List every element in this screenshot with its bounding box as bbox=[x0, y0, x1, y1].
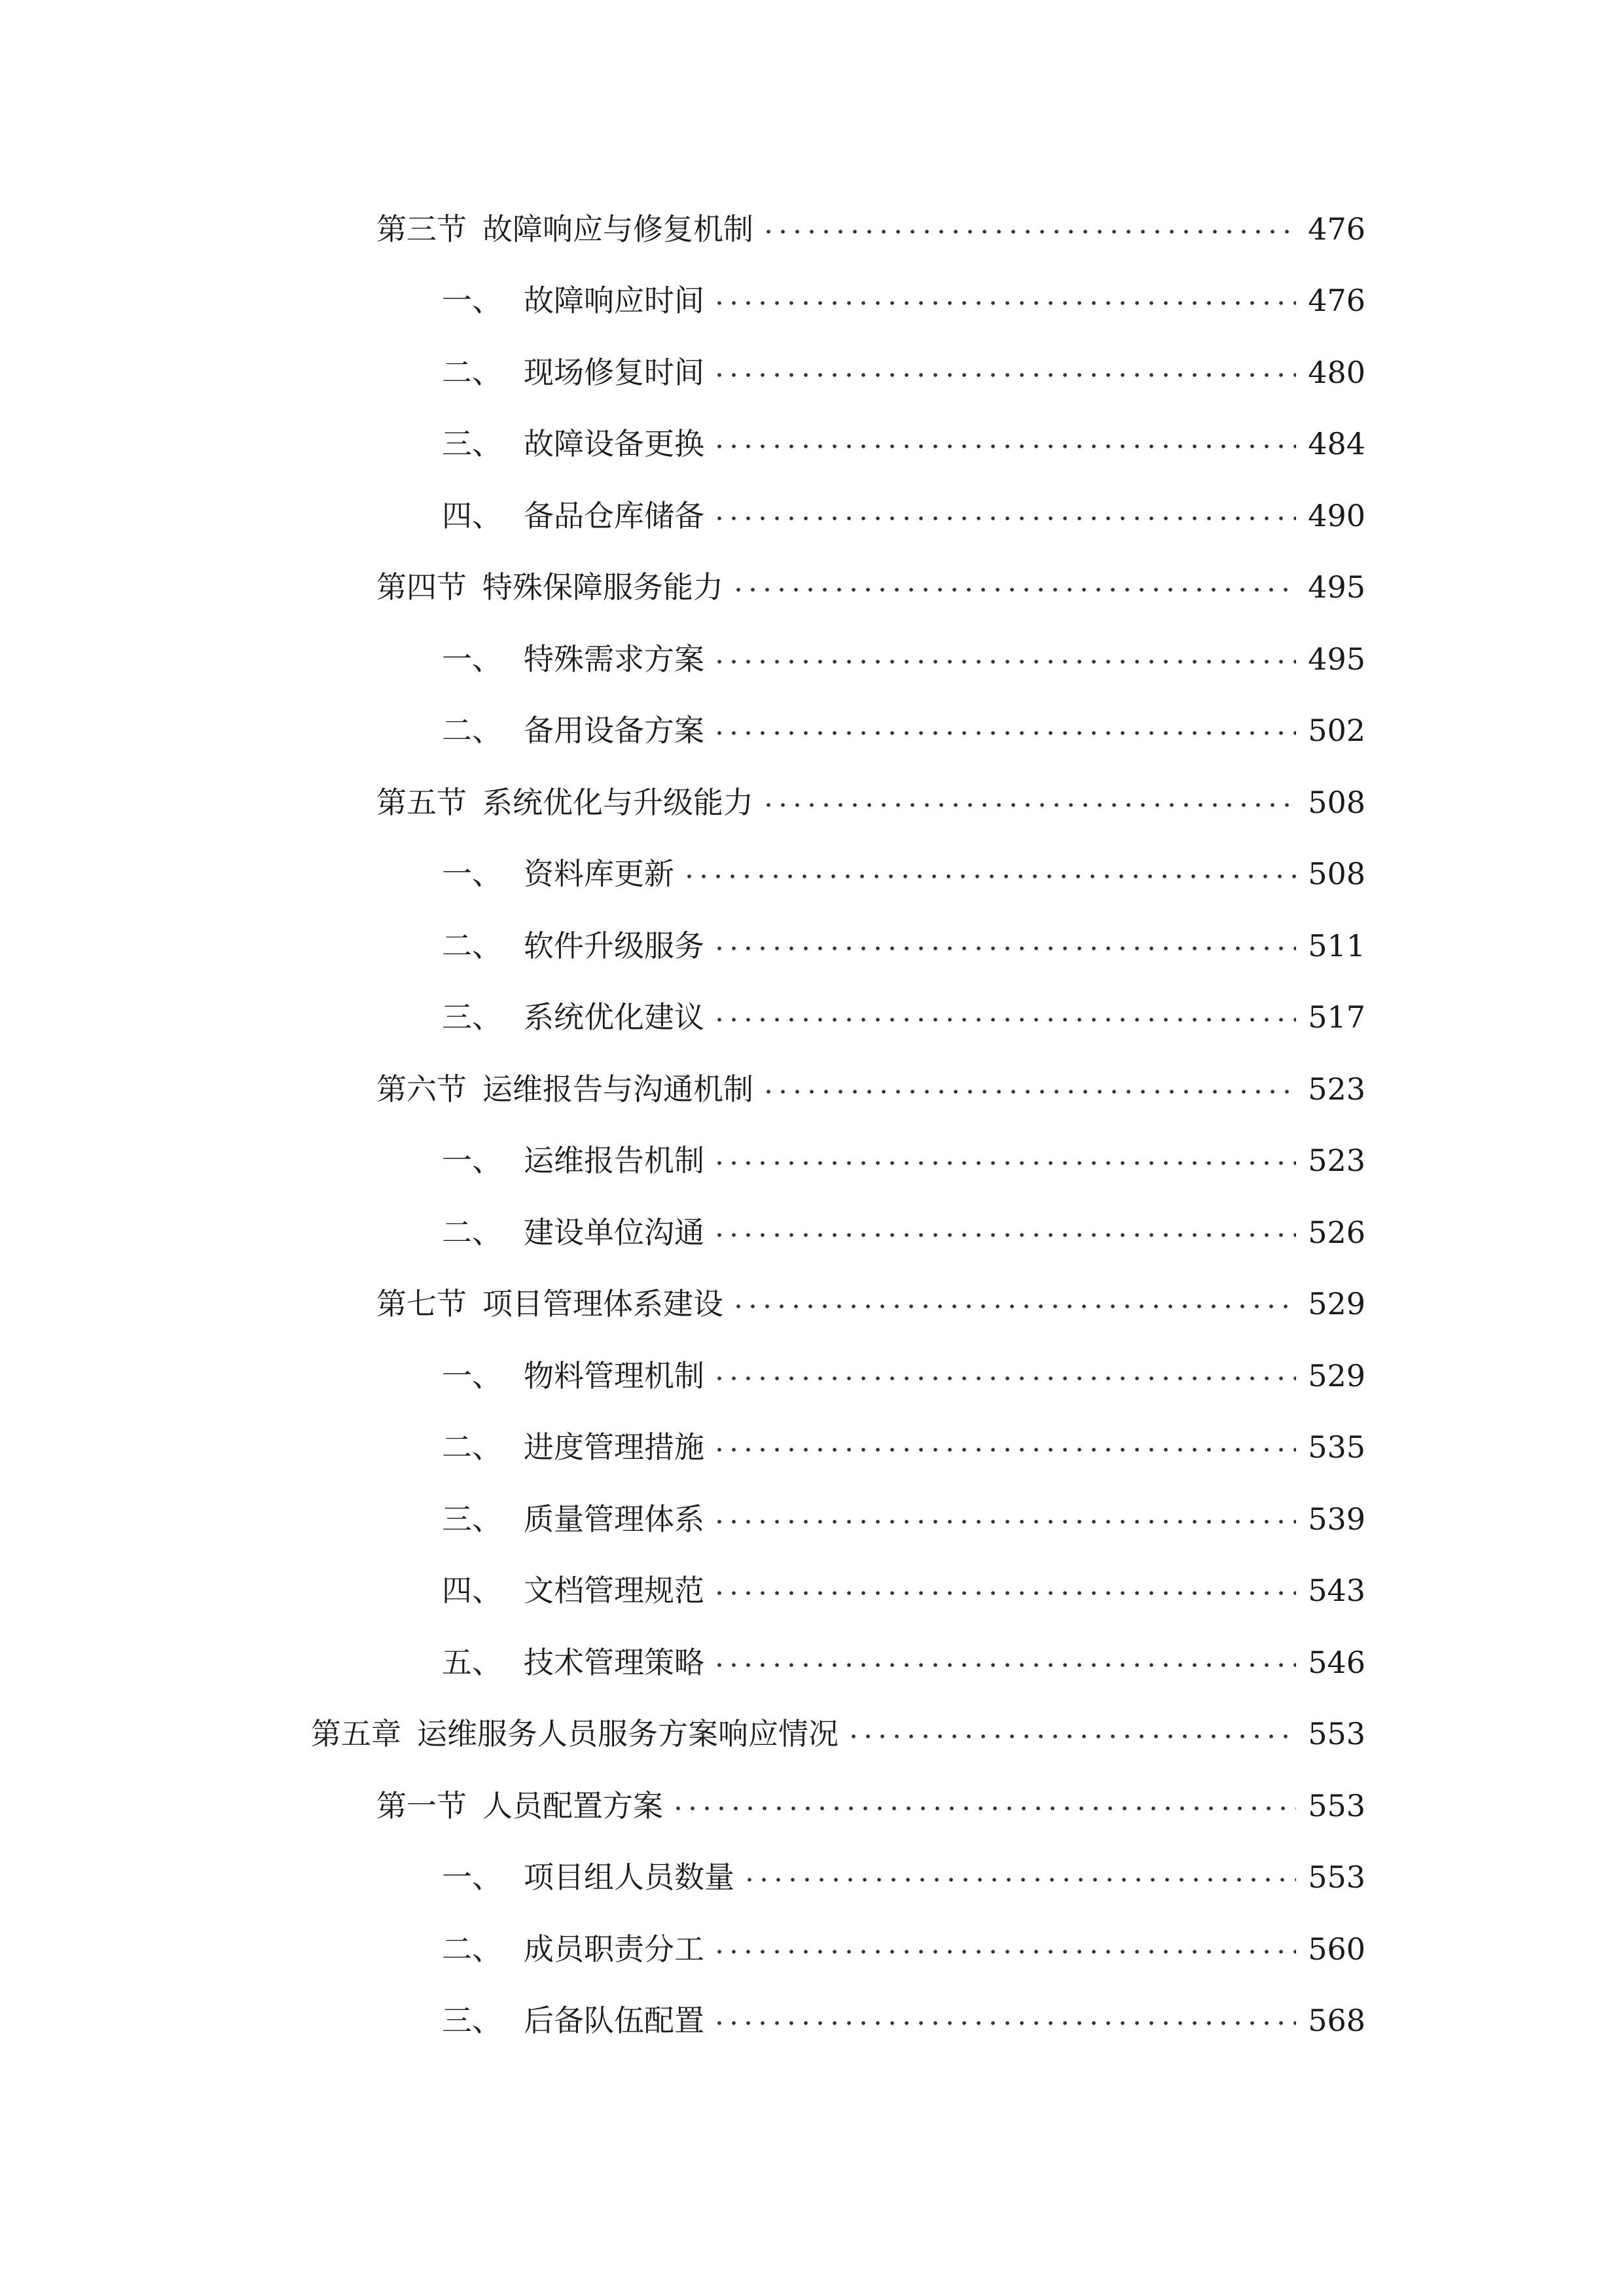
toc-entry-title: 特殊保障服务能力 bbox=[482, 569, 723, 605]
toc-entry-page-number: 490 bbox=[1308, 497, 1365, 533]
toc-entry-item[interactable] bbox=[0, 1125, 1624, 1197]
toc-entry-line bbox=[311, 1716, 1365, 1752]
toc-entry-page-number: 529 bbox=[1308, 1357, 1365, 1393]
toc-entry-page-number: 508 bbox=[1308, 784, 1365, 820]
toc-entry-number: 第四节 bbox=[376, 569, 467, 605]
toc-entry-item[interactable] bbox=[0, 1626, 1624, 1698]
toc-entry-item[interactable] bbox=[0, 408, 1624, 480]
toc-entry-page-number: 553 bbox=[1308, 1787, 1365, 1823]
toc-entry-section[interactable] bbox=[0, 1053, 1624, 1125]
dot-leader bbox=[712, 2020, 1296, 2026]
toc-entry-line bbox=[442, 713, 1365, 749]
toc-entry-number: 二、 bbox=[442, 1214, 502, 1250]
dot-leader bbox=[712, 1519, 1296, 1524]
toc-entry-number: 一、 bbox=[442, 1357, 502, 1393]
dot-leader bbox=[742, 1877, 1296, 1882]
toc-entry-title: 备用设备方案 bbox=[524, 713, 704, 749]
toc-entry-page-number: 480 bbox=[1308, 354, 1365, 390]
toc-entry-line bbox=[442, 1429, 1365, 1465]
toc-entry-title: 文档管理规范 bbox=[524, 1573, 704, 1609]
toc-entry-title: 备品仓库储备 bbox=[524, 497, 704, 533]
toc-entry-page-number: 568 bbox=[1308, 2003, 1365, 2039]
toc-entry-title: 系统优化建议 bbox=[524, 999, 704, 1035]
toc-entry-number: 二、 bbox=[442, 1429, 502, 1465]
toc-entry-title: 故障设备更换 bbox=[524, 426, 704, 462]
toc-entry-number: 第一节 bbox=[376, 1787, 467, 1823]
toc-entry-item[interactable] bbox=[0, 695, 1624, 767]
dot-leader bbox=[712, 1376, 1296, 1381]
toc-entry-title: 特殊需求方案 bbox=[524, 641, 704, 677]
toc-entry-line bbox=[442, 1931, 1365, 1967]
dot-leader bbox=[761, 1089, 1296, 1094]
toc-entry-page-number: 495 bbox=[1308, 641, 1365, 677]
toc-entry-line bbox=[442, 497, 1365, 533]
toc-entry-title: 系统优化与升级能力 bbox=[482, 784, 753, 820]
toc-entry-item[interactable] bbox=[0, 623, 1624, 695]
dot-leader bbox=[712, 1447, 1296, 1452]
toc-entry-line bbox=[442, 1573, 1365, 1609]
toc-entry-number: 第七节 bbox=[376, 1286, 467, 1322]
toc-entry-page-number: 546 bbox=[1308, 1644, 1365, 1680]
toc-entry-line bbox=[442, 641, 1365, 677]
toc-entry-number: 三、 bbox=[442, 2003, 502, 2039]
toc-entry-number: 第五节 bbox=[376, 784, 467, 820]
toc-entry-title: 物料管理机制 bbox=[524, 1357, 704, 1393]
toc-entry-item[interactable] bbox=[0, 1196, 1624, 1268]
toc-entry-line bbox=[442, 1357, 1365, 1393]
toc-entry-page-number: 560 bbox=[1308, 1931, 1365, 1967]
toc-entry-title: 软件升级服务 bbox=[524, 927, 704, 963]
toc-entry-page-number: 476 bbox=[1308, 283, 1365, 319]
toc-entry-title: 运维服务人员服务方案响应情况 bbox=[417, 1716, 839, 1752]
toc-entry-page-number: 523 bbox=[1308, 1143, 1365, 1179]
toc-entry-title: 建设单位沟通 bbox=[524, 1214, 704, 1250]
toc-entry-title: 项目管理体系建设 bbox=[482, 1286, 723, 1322]
toc-entry-page-number: 526 bbox=[1308, 1214, 1365, 1250]
toc-entry-number: 二、 bbox=[442, 1931, 502, 1967]
toc-entry-line bbox=[376, 1787, 1365, 1823]
toc-entry-section[interactable] bbox=[0, 193, 1624, 265]
toc-entry-line bbox=[376, 1286, 1365, 1322]
dot-leader bbox=[712, 659, 1296, 664]
toc-entry-number: 一、 bbox=[442, 641, 502, 677]
dot-leader bbox=[731, 587, 1296, 592]
toc-entry-section[interactable] bbox=[0, 766, 1624, 838]
toc-entry-section[interactable] bbox=[0, 1770, 1624, 1842]
toc-entry-title: 资料库更新 bbox=[524, 856, 674, 892]
toc-entry-page-number: 553 bbox=[1308, 1859, 1365, 1895]
toc-entry-page-number: 495 bbox=[1308, 569, 1365, 605]
toc-entry-number: 一、 bbox=[442, 1143, 502, 1179]
toc-entry-number: 第三节 bbox=[376, 211, 467, 247]
toc-entry-number: 五、 bbox=[442, 1644, 502, 1680]
dot-leader bbox=[682, 874, 1296, 879]
toc-entry-item[interactable] bbox=[0, 336, 1624, 408]
dot-leader bbox=[712, 516, 1296, 521]
toc-entry-item[interactable] bbox=[0, 982, 1624, 1054]
toc-entry-line bbox=[442, 1644, 1365, 1680]
toc-entry-number: 第五章 bbox=[311, 1716, 401, 1752]
toc-entry-line bbox=[442, 927, 1365, 963]
toc-entry-number: 四、 bbox=[442, 1573, 502, 1609]
toc-entry-title: 项目组人员数量 bbox=[524, 1859, 734, 1895]
toc-entry-number: 第六节 bbox=[376, 1071, 467, 1107]
toc-entry-number: 四、 bbox=[442, 497, 502, 533]
toc-entry-line bbox=[376, 1071, 1365, 1107]
dot-leader bbox=[731, 1304, 1296, 1309]
toc-entry-number: 二、 bbox=[442, 354, 502, 390]
toc-entry-title: 运维报告与沟通机制 bbox=[482, 1071, 753, 1107]
toc-entry-item[interactable] bbox=[0, 1555, 1624, 1627]
toc-entry-line bbox=[376, 784, 1365, 820]
dot-leader bbox=[846, 1734, 1296, 1739]
toc-entry-item[interactable] bbox=[0, 1913, 1624, 1985]
toc-entry-page-number: 529 bbox=[1308, 1286, 1365, 1322]
toc-entry-page-number: 484 bbox=[1308, 426, 1365, 462]
toc-entry-item[interactable] bbox=[0, 1483, 1624, 1555]
dot-leader bbox=[761, 802, 1296, 808]
toc-entry-page-number: 511 bbox=[1308, 927, 1365, 963]
dot-leader bbox=[671, 1806, 1296, 1811]
table-of-contents bbox=[0, 193, 1624, 2056]
toc-entry-title: 技术管理策略 bbox=[524, 1644, 704, 1680]
toc-entry-line bbox=[376, 569, 1365, 605]
toc-entry-title: 现场修复时间 bbox=[524, 354, 704, 390]
toc-entry-title: 故障响应与修复机制 bbox=[482, 211, 753, 247]
toc-entry-number: 二、 bbox=[442, 927, 502, 963]
toc-entry-line bbox=[442, 283, 1365, 319]
dot-leader bbox=[712, 300, 1296, 306]
dot-leader bbox=[712, 1232, 1296, 1238]
toc-entry-line bbox=[442, 1143, 1365, 1179]
toc-entry-number: 三、 bbox=[442, 426, 502, 462]
toc-entry-number: 一、 bbox=[442, 283, 502, 319]
dot-leader bbox=[712, 1662, 1296, 1668]
toc-entry-number: 一、 bbox=[442, 1859, 502, 1895]
toc-entry-item[interactable] bbox=[0, 910, 1624, 982]
toc-entry-page-number: 508 bbox=[1308, 856, 1365, 892]
toc-entry-line bbox=[442, 999, 1365, 1035]
dot-leader bbox=[712, 444, 1296, 449]
toc-entry-section[interactable] bbox=[0, 1268, 1624, 1340]
toc-entry-chapter[interactable] bbox=[0, 1698, 1624, 1770]
toc-entry-line bbox=[442, 1501, 1365, 1537]
toc-entry-page-number: 535 bbox=[1308, 1429, 1365, 1465]
toc-entry-title: 质量管理体系 bbox=[524, 1501, 704, 1537]
toc-entry-title: 故障响应时间 bbox=[524, 283, 704, 319]
toc-entry-line bbox=[376, 211, 1365, 247]
dot-leader bbox=[712, 946, 1296, 951]
toc-entry-title: 成员职责分工 bbox=[524, 1931, 704, 1967]
toc-entry-item[interactable] bbox=[0, 1340, 1624, 1412]
toc-entry-page-number: 543 bbox=[1308, 1573, 1365, 1609]
toc-entry-item[interactable] bbox=[0, 1412, 1624, 1484]
dot-leader bbox=[712, 372, 1296, 378]
toc-entry-line bbox=[442, 354, 1365, 390]
toc-entry-number: 三、 bbox=[442, 999, 502, 1035]
toc-entry-line bbox=[442, 2003, 1365, 2039]
toc-entry-item[interactable] bbox=[0, 1842, 1624, 1914]
toc-entry-title: 人员配置方案 bbox=[482, 1787, 663, 1823]
toc-entry-number: 三、 bbox=[442, 1501, 502, 1537]
toc-entry-line bbox=[442, 426, 1365, 462]
toc-entry-title: 进度管理措施 bbox=[524, 1429, 704, 1465]
toc-entry-item[interactable] bbox=[0, 265, 1624, 337]
toc-entry-number: 二、 bbox=[442, 713, 502, 749]
toc-entry-line bbox=[442, 856, 1365, 892]
dot-leader bbox=[712, 1590, 1296, 1596]
toc-entry-page-number: 523 bbox=[1308, 1071, 1365, 1107]
toc-entry-number: 一、 bbox=[442, 856, 502, 892]
dot-leader bbox=[761, 229, 1296, 234]
toc-entry-section[interactable] bbox=[0, 552, 1624, 624]
toc-entry-page-number: 476 bbox=[1308, 211, 1365, 247]
dot-leader bbox=[712, 1017, 1296, 1022]
toc-entry-page-number: 502 bbox=[1308, 713, 1365, 749]
toc-entry-page-number: 553 bbox=[1308, 1716, 1365, 1752]
dot-leader bbox=[712, 1160, 1296, 1166]
toc-entry-line bbox=[442, 1859, 1365, 1895]
toc-entry-title: 运维报告机制 bbox=[524, 1143, 704, 1179]
toc-entry-page-number: 539 bbox=[1308, 1501, 1365, 1537]
toc-entry-item[interactable] bbox=[0, 838, 1624, 910]
toc-entry-item[interactable] bbox=[0, 1985, 1624, 2057]
toc-entry-item[interactable] bbox=[0, 480, 1624, 552]
dot-leader bbox=[712, 1949, 1296, 1954]
toc-entry-line bbox=[442, 1214, 1365, 1250]
dot-leader bbox=[712, 730, 1296, 736]
toc-entry-title: 后备队伍配置 bbox=[524, 2003, 704, 2039]
toc-entry-page-number: 517 bbox=[1308, 999, 1365, 1035]
